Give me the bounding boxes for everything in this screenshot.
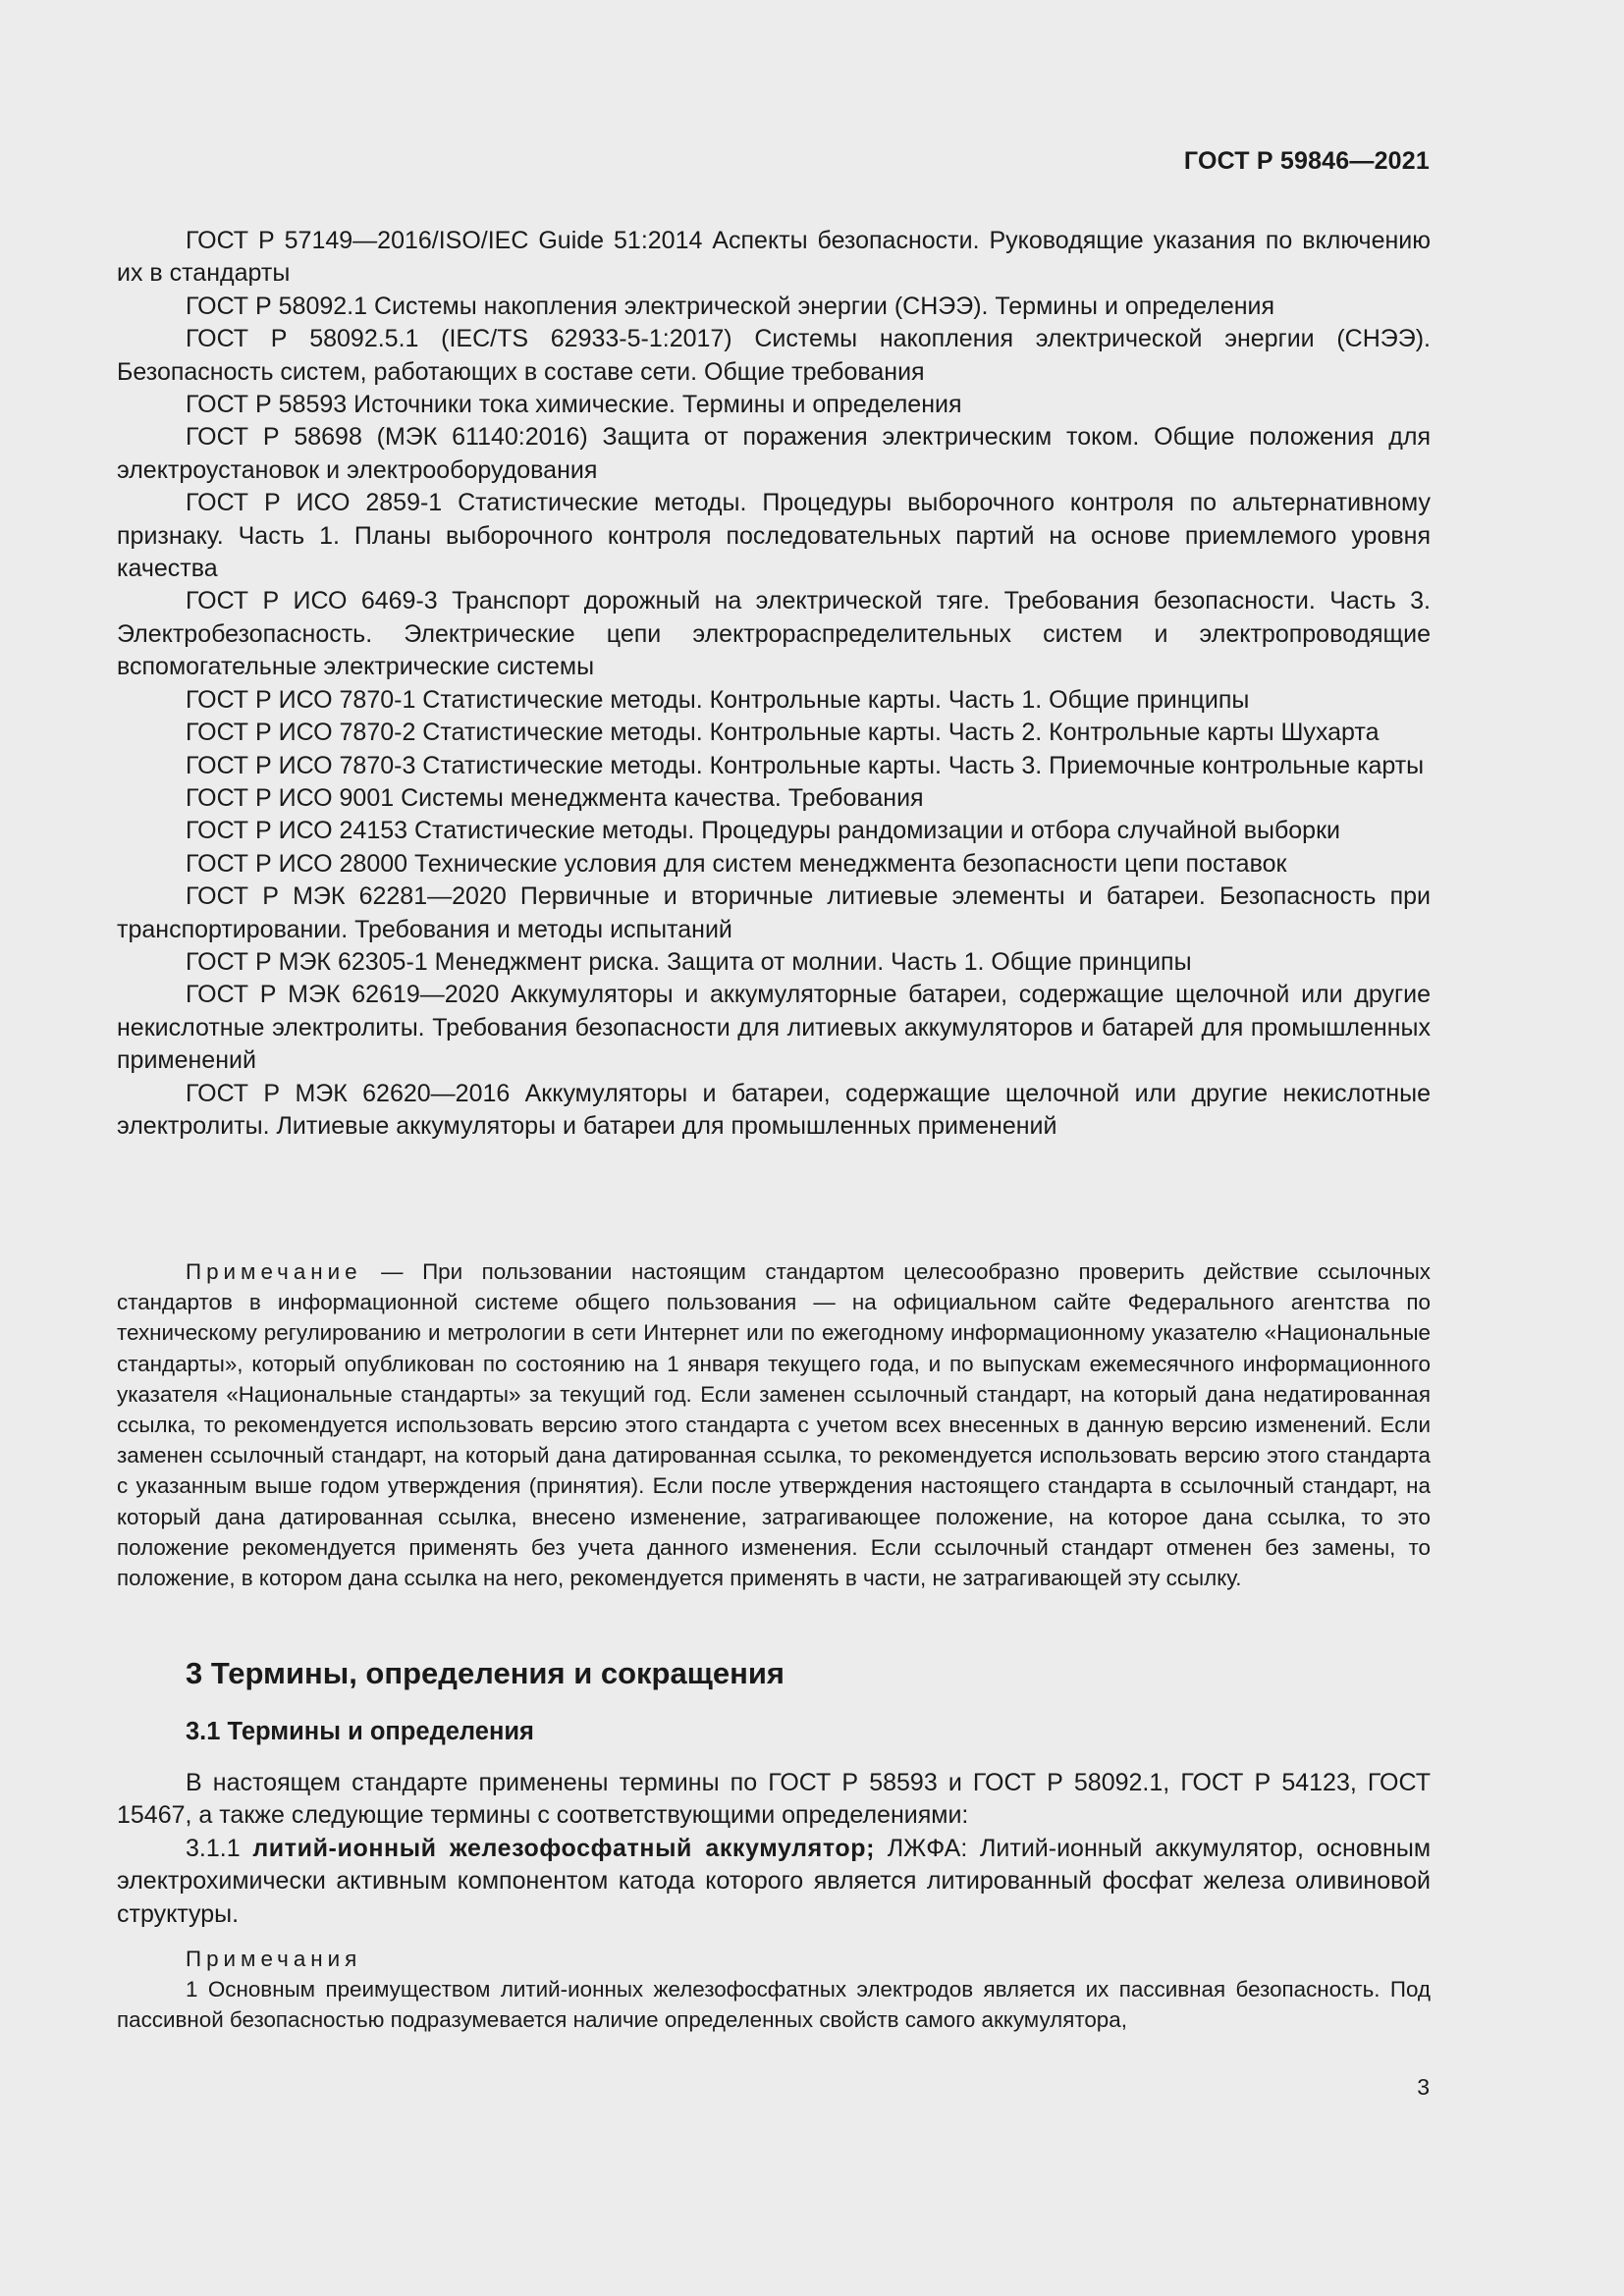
reference-item: ГОСТ Р МЭК 62281—2020 Первичные и вторичные литиевые элементы и батареи. Безопасность при транспортировании. Требования и методы испытаний [117, 882, 1431, 943]
term-notes [117, 1944, 1431, 2036]
references-note [117, 1256, 1431, 1593]
notes-label-line [117, 1944, 1431, 1974]
reference-item: ГОСТ Р ИСО 24153 Статистические методы. Процедуры рандомизации и отбора случайной выборки [186, 817, 1340, 845]
note-text: — При пользовании настоящим стандартом целесообразно проверить действие ссылочных стандартов в информационной системе общего пользования — на официальном сайте Федерального агентства по техническому регулированию и метрологии в сети Интернет или по ежегодному информационному указателю «Национальные стандарты», который опубликован по состоянию на 1 января текущего года, и по выпускам ежемесячного информационного указателя «Национальные стандарты» за текущий год. Если заменен ссылочный стандарт, на который дана недатированная ссылка, то рекомендуется использовать версию этого стандарта с учетом всех внесенных в данную версию изменений. Если заменен ссылочный стандарт, на который дана датированная ссылка, то рекомендуется использовать версию этого стандарта с указанным выше годом утверждения (принятия). Если после утверждения настоящего стандарта в ссылочный стандарт, на который дана датированная ссылка, внесено изменение, затрагивающее положение, на которое дана ссылка, то это положение рекомендуется применять без учета данного изменения. Если ссылочный стандарт отменен без замены, то положение, в котором дана ссылка на него, рекомендуется применять в части, не затрагивающей эту ссылку. [117, 1259, 1432, 1591]
subsection-heading: 3.1 Термины и определения [186, 1718, 534, 1745]
reference-item: ГОСТ Р ИСО 6469-3 Транспорт дорожный на электрической тяге. Требования безопасности. Часть 3. Электробезопасность. Электрические цепи электрораспределительных систем и электропроводящие вспомогательные электрические системы [117, 587, 1431, 681]
reference-item: ГОСТ Р ИСО 9001 Системы менеджмента качества. Требования [186, 783, 924, 812]
reference-item: ГОСТ Р МЭК 62619—2020 Аккумуляторы и аккумуляторные батареи, содержащие щелочной или другие некислотные электролиты. Требования безопасности для литиевых аккумуляторов и батарей для промышленных применений [117, 981, 1431, 1075]
reference-item: ГОСТ Р 58092.1 Системы накопления электрической энергии (СНЭЭ). Термины и определения [186, 292, 1275, 320]
reference-item: ГОСТ Р ИСО 28000 Технические условия для систем менеджмента безопасности цепи поставок [186, 849, 1287, 878]
reference-item: ГОСТ Р ИСО 7870-3 Статистические методы. Контрольные карты. Часть 3. Приемочные контрольные карты [186, 751, 1425, 779]
reference-item: ГОСТ Р МЭК 62305-1 Менеджмент риска. Защита от молнии. Часть 1. Общие принципы [186, 947, 1192, 976]
reference-item: ГОСТ Р 58698 (МЭК 61140:2016) Защита от поражения электрическим током. Общие положения для электроустановок и электрооборудования [117, 423, 1431, 484]
reference-item: ГОСТ Р ИСО 7870-1 Статистические методы. Контрольные карты. Часть 1. Общие принципы [186, 685, 1250, 714]
reference-item: ГОСТ Р 58092.5.1 (IEC/TS 62933-5-1:2017) Системы накопления электрической энергии (СНЭЭ). Безопасность систем, работающих в составе сети. Общие требования [117, 325, 1431, 386]
reference-item: ГОСТ Р 58593 Источники тока химические. Термины и определения [186, 391, 962, 419]
normative-references-list [117, 225, 1431, 1143]
reference-item: ГОСТ Р ИСО 7870-2 Статистические методы. Контрольные карты. Часть 2. Контрольные карты Шухарта [186, 719, 1380, 747]
term-definition: ЛЖФА: Литий-ионный аккумулятор, основным электрохимически активным компонентом катода которого является литированный фосфат железа оливиновой структуры. [117, 1834, 1432, 1928]
page-number: 3 [1417, 2074, 1430, 2100]
term-note-1: 1 Основным преимуществом литий-ионных железофосфатных электродов является их пассивная безопасность. Под пассивной безопасностью подразумевается наличие определенных свойств самого аккумулятора, [117, 1977, 1431, 2033]
document-id-header: ГОСТ Р 59846—2021 [1183, 147, 1430, 175]
note-paragraph [117, 1256, 1431, 1593]
reference-item: ГОСТ Р МЭК 62620—2016 Аккумуляторы и батареи, содержащие щелочной или другие некислотные электролиты. Литиевые аккумуляторы и батареи для промышленных применений [117, 1079, 1431, 1140]
note-label: Примечание [186, 1259, 362, 1284]
term-number: 3.1.1 [186, 1834, 241, 1862]
term-name: литий-ионный железофосфатный аккумулятор; [252, 1834, 876, 1862]
term-definition-paragraph [117, 1833, 1431, 1931]
section-body [117, 1767, 1431, 1931]
reference-item: ГОСТ Р 57149—2016/ISO/IEC Guide 51:2014 Аспекты безопасности. Руководящие указания по включению их в стандарты [117, 227, 1431, 288]
notes-label: Примечания [186, 1947, 362, 1971]
terms-intro-paragraph: В настоящем стандарте применены термины по ГОСТ Р 58593 и ГОСТ Р 58092.1, ГОСТ Р 54123, ГОСТ 15467, а также следующие термины с соответствующими определениями: [117, 1769, 1431, 1830]
reference-item: ГОСТ Р ИСО 2859-1 Статистические методы. Процедуры выборочного контроля по альтернативному признаку. Часть 1. Планы выборочного контроля последовательных партий на основе приемлемого уровня качества [117, 489, 1431, 583]
section-heading: 3 Термины, определения и сокращения [186, 1656, 785, 1690]
